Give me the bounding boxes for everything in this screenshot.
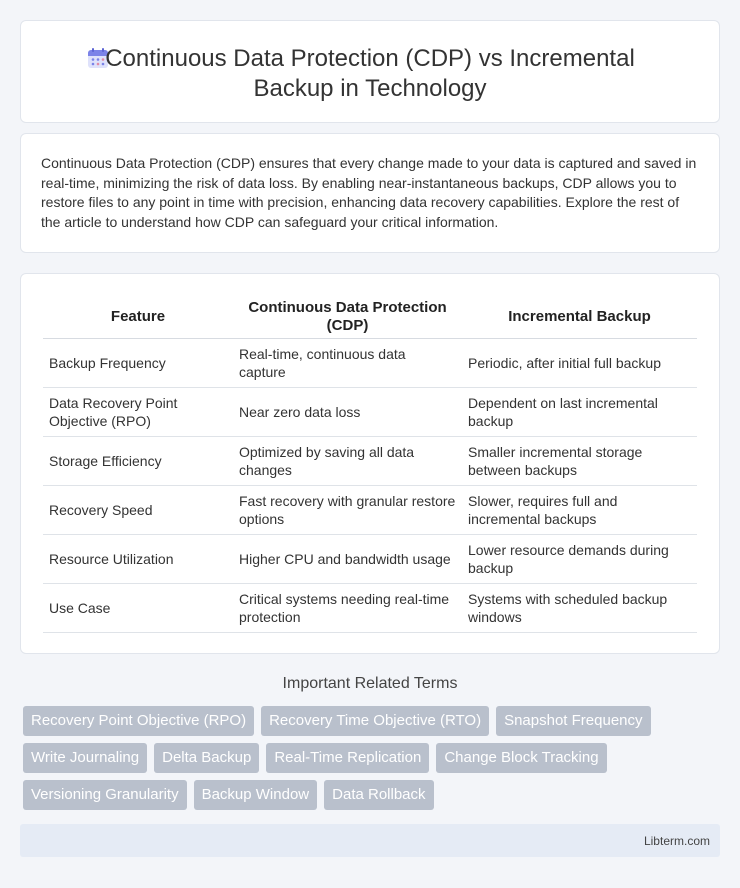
- tag-row: [23, 780, 723, 810]
- related-term-tag[interactable]: Change Block Tracking: [436, 743, 606, 773]
- related-term-tag[interactable]: Data Rollback: [324, 780, 433, 810]
- incremental-cell: Systems with scheduled backup windows: [462, 583, 697, 632]
- table-row: [43, 485, 697, 534]
- table-row: [43, 436, 697, 485]
- table-row: [43, 534, 697, 583]
- page-title-line1: Continuous Data Protection (CDP) vs Incremental: [105, 45, 635, 72]
- table-row: [43, 338, 697, 387]
- table-row: [43, 387, 697, 436]
- feature-cell: Recovery Speed: [43, 485, 233, 534]
- related-term-tag[interactable]: Recovery Time Objective (RTO): [261, 706, 489, 736]
- related-term-tag[interactable]: Delta Backup: [154, 743, 259, 773]
- page-title-line2: Backup in Technology: [253, 75, 487, 102]
- table-row: [43, 583, 697, 632]
- tag-row: [23, 706, 723, 736]
- page-title: [21, 44, 719, 104]
- related-term-tag[interactable]: Write Journaling: [23, 743, 147, 773]
- table-header-row: [43, 296, 697, 338]
- related-term-tag[interactable]: Real-Time Replication: [266, 743, 429, 773]
- feature-cell: Storage Efficiency: [43, 436, 233, 485]
- related-term-tag[interactable]: Snapshot Frequency: [496, 706, 650, 736]
- incremental-cell: Periodic, after initial full backup: [462, 338, 697, 387]
- header-incremental: Incremental Backup: [462, 296, 697, 338]
- cdp-cell: Critical systems needing real-time protection: [233, 583, 462, 632]
- related-term-tag[interactable]: Versioning Granularity: [23, 780, 187, 810]
- feature-cell: Data Recovery Point Objective (RPO): [43, 387, 233, 436]
- incremental-cell: Slower, requires full and incremental backups: [462, 485, 697, 534]
- incremental-cell: Dependent on last incremental backup: [462, 387, 697, 436]
- cdp-cell: Optimized by saving all data changes: [233, 436, 462, 485]
- cdp-cell: Fast recovery with granular restore options: [233, 485, 462, 534]
- header-cdp: Continuous Data Protection (CDP): [233, 296, 462, 338]
- cdp-cell: Near zero data loss: [233, 387, 462, 436]
- related-terms-heading: Important Related Terms: [282, 675, 458, 692]
- related-term-tag[interactable]: Backup Window: [194, 780, 318, 810]
- feature-cell: Resource Utilization: [43, 534, 233, 583]
- cdp-cell: Real-time, continuous data capture: [233, 338, 462, 387]
- intro-paragraph: Continuous Data Protection (CDP) ensures that every change made to your data is captured and saved in real-time, minimizing the risk of data loss. By enabling near-instantaneous backups, CDP allows you to restore files to any point in time with precision, enhancing data recovery capabilities. Explore the rest of the article to understand how CDP can safeguard your critical information.: [41, 155, 697, 230]
- related-terms-list: [23, 706, 723, 817]
- title-card: [20, 20, 720, 123]
- feature-cell: Backup Frequency: [43, 338, 233, 387]
- related-term-tag[interactable]: Recovery Point Objective (RPO): [23, 706, 254, 736]
- intro-card: [20, 133, 720, 253]
- comparison-card: [20, 273, 720, 654]
- incremental-cell: Lower resource demands during backup: [462, 534, 697, 583]
- tag-row: [23, 743, 723, 773]
- header-feature: Feature: [43, 296, 233, 338]
- cdp-cell: Higher CPU and bandwidth usage: [233, 534, 462, 583]
- incremental-cell: Smaller incremental storage between backups: [462, 436, 697, 485]
- footer: [20, 824, 720, 857]
- comparison-table: [43, 296, 697, 633]
- feature-cell: Use Case: [43, 583, 233, 632]
- footer-brand[interactable]: Libterm.com: [643, 834, 710, 848]
